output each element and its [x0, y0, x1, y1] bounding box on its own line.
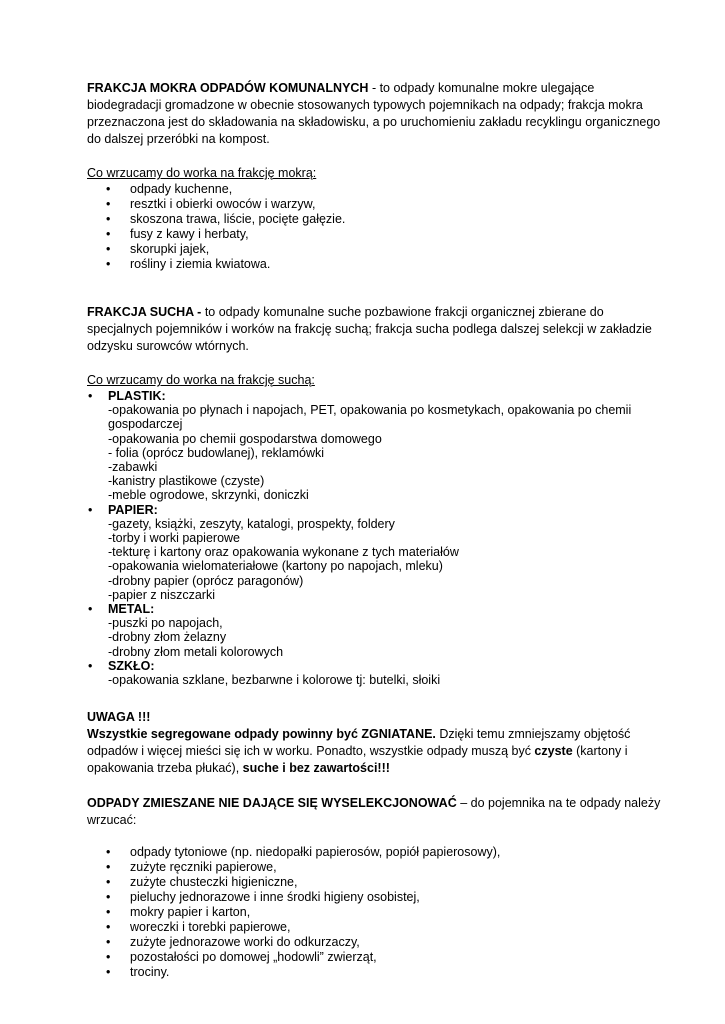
- list-item: • pieluchy jednorazowe i inne środki higieny osobistej,: [106, 890, 665, 905]
- list-item: • pozostałości po domowej „hodowli” zwierząt,: [106, 950, 665, 965]
- wet-fraction-paragraph: [87, 80, 665, 148]
- category-name: • PLASTIK:: [108, 389, 166, 403]
- category-paper: [87, 503, 665, 602]
- category-name: • SZKŁO:: [108, 658, 155, 673]
- dry-fraction-paragraph: [87, 304, 665, 355]
- category-line: -papier z niszczarki: [108, 587, 215, 602]
- category-line: -opakowania po płynach i napojach, PET, opakowania po kosmetykach, opakowania po chemii gospodarczej: [108, 403, 632, 432]
- category-name: • METAL:: [108, 602, 155, 617]
- category-line: -drobny złom metali kolorowych: [108, 644, 284, 659]
- list-item: • woreczki i torebki papierowe,: [106, 920, 665, 935]
- list-item: • mokry papier i karton,: [106, 905, 665, 920]
- list-item: • resztki i obierki owoców i warzyw,: [106, 197, 665, 212]
- category-line: -opakowania szklane, bezbarwne i kolorowe tj: butelki, słoiki: [108, 673, 441, 688]
- category-line: -drobny złom żelazny: [108, 630, 227, 645]
- warning-text-1: Dzięki temu zmniejszamy objętość odpadów i więcej mieści się ich w worku. Ponadto, wszystkie odpady muszą być: [87, 727, 631, 759]
- warning-bold-crush: Wszystkie segregowane odpady powinny być ZGNIATANE.: [87, 727, 436, 742]
- dry-categories-list: [87, 389, 665, 687]
- warning-text-2: (kartony i opakowania trzeba płukać),: [87, 744, 628, 776]
- category-line: -opakowania wielomateriałowe (kartony po napojach, mleku): [108, 559, 443, 574]
- list-item: • odpady kuchenne,: [106, 182, 665, 197]
- category-line: -zabawki: [108, 460, 158, 475]
- mixed-waste-description: – do pojemnika na te odpady należy wrzucać:: [87, 796, 661, 828]
- list-item: • zużyte chusteczki higieniczne,: [106, 875, 665, 890]
- mixed-items-list: [87, 845, 665, 980]
- warning-bold-dry: suche i bez zawartości!!!: [242, 761, 390, 776]
- wet-items-list: [87, 182, 665, 272]
- category-line: -torby i worki papierowe: [108, 531, 240, 546]
- category-line: -meble ogrodowe, skrzynki, doniczki: [108, 488, 309, 503]
- warning-bold-clean: czyste: [534, 744, 573, 759]
- category-glass: [87, 659, 665, 687]
- wet-list-heading: Co wrzucamy do worka na frakcję mokrą:: [87, 166, 317, 180]
- list-item: • zużyte ręczniki papierowe,: [106, 860, 665, 875]
- category-line: -drobny papier (oprócz paragonów): [108, 573, 304, 588]
- wet-fraction-title: FRAKCJA MOKRA ODPADÓW KOMUNALNYCH: [87, 81, 369, 95]
- list-item: • fusy z kawy i herbaty,: [106, 227, 665, 242]
- category-line: -opakowania po chemii gospodarstwa domowego: [108, 431, 382, 446]
- category-plastic: [87, 389, 665, 503]
- dry-fraction-title: FRAKCJA SUCHA -: [87, 305, 202, 319]
- warning-title: UWAGA !!!: [87, 710, 151, 725]
- mixed-waste-paragraph: [87, 795, 665, 829]
- category-line: -puszki po napojach,: [108, 616, 223, 631]
- category-line: - folia (oprócz budowlanej), reklamówki: [108, 445, 325, 460]
- category-metal: [87, 602, 665, 659]
- category-name: • PAPIER:: [108, 502, 158, 517]
- list-item: • rośliny i ziemia kwiatowa.: [106, 257, 665, 272]
- warning-paragraph: [87, 726, 665, 777]
- list-item: • skoszona trawa, liście, pocięte gałęzie.: [106, 212, 665, 227]
- category-line: -gazety, książki, zeszyty, katalogi, prospekty, foldery: [108, 516, 395, 531]
- category-line: -tekturę i kartony oraz opakowania wykonane z tych materiałów: [108, 545, 459, 560]
- dry-fraction-description: to odpady komunalne suche pozbawione frakcji organicznej zbierane do specjalnych pojemników i worków na frakcję suchą; frakcja sucha podlega dalszej selekcji w zakładzie odzysku surowców wtórnych.: [87, 305, 652, 353]
- list-item: • skorupki jajek,: [106, 242, 665, 257]
- list-item: • zużyte jednorazowe worki do odkurzaczy,: [106, 935, 665, 950]
- list-item: • trociny.: [106, 965, 665, 980]
- mixed-waste-title: ODPADY ZMIESZANE NIE DAJĄCE SIĘ WYSELEKCJONOWAĆ: [87, 796, 457, 811]
- dry-list-heading: Co wrzucamy do worka na frakcję suchą:: [87, 373, 315, 387]
- category-line: -kanistry plastikowe (czyste): [108, 474, 265, 489]
- list-item: • odpady tytoniowe (np. niedopałki papierosów, popiół papierosowy),: [106, 845, 665, 860]
- wet-fraction-description: - to odpady komunalne mokre ulegające biodegradacji gromadzone w obecnie stosowanych typowych pojemnikach na odpady; frakcja mokra przeznaczona jest do składowania na składowisku, a po uruchomieniu zakładu recyklingu organicznego do dalszej przeróbki na kompost.: [87, 81, 661, 146]
